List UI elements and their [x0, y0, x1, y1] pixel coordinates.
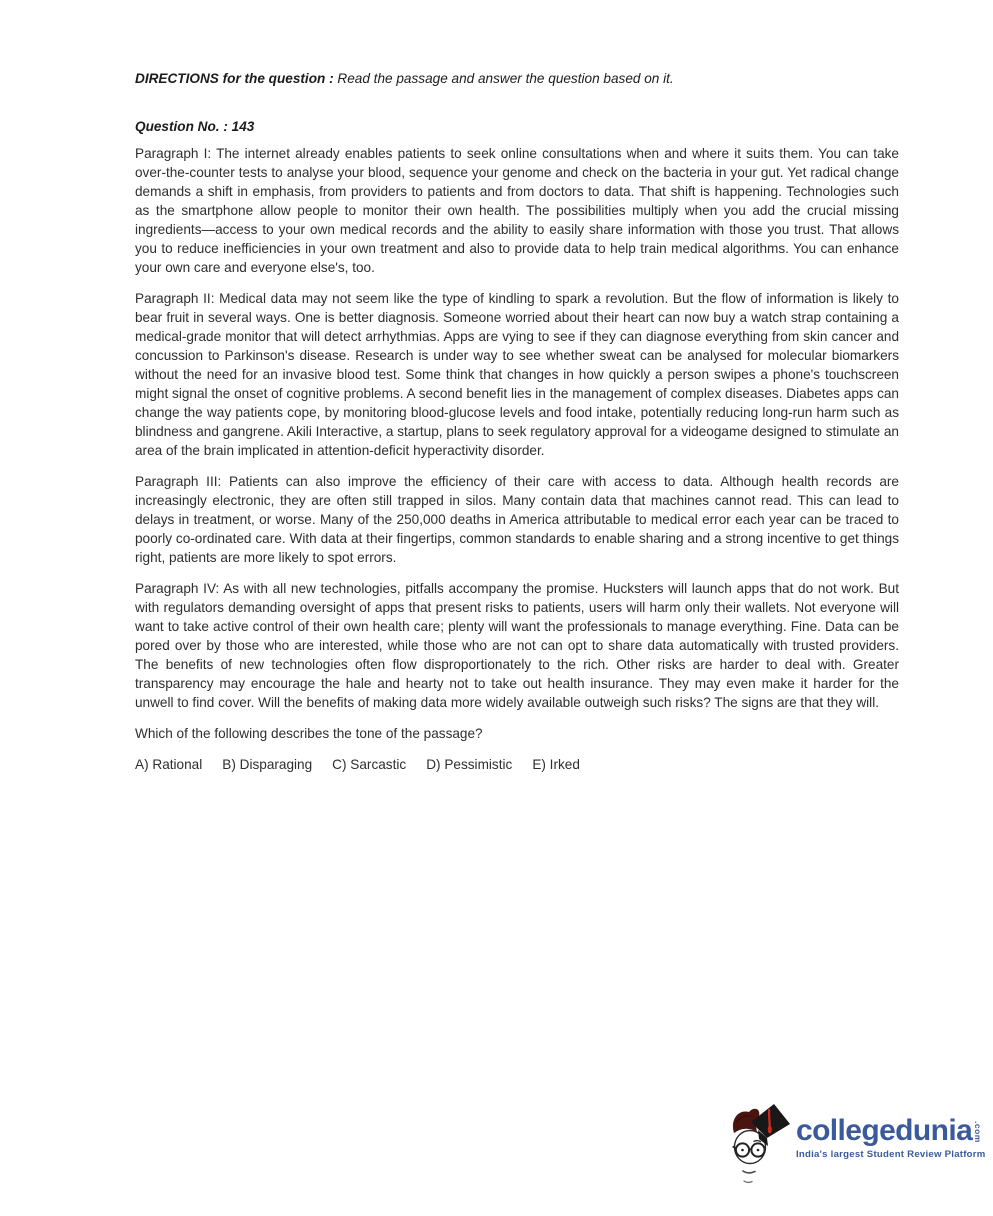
question-page-content [135, 69, 899, 774]
option-d: D) Pessimistic [426, 757, 513, 772]
logo-domain-text: .com [973, 1121, 984, 1143]
option-a: A) Rational [135, 757, 203, 772]
collegedunia-logo [731, 1103, 986, 1185]
passage-paragraph-2: Paragraph II: Medical data may not seem like the type of kindling to spark a revolution. But the flow of information is likely to bear fruit in several ways. One is better diagnosis. Someone worried about their heart can now buy a watch strap containing a medical-grade monitor that will detect arrhythmias. Apps are vying to see if they can diagnose everything from skin cancer and concussion to Parkinson's disease. Research is under way to see whether sweat can be analysed for molecular biomarkers without the need for an invasive blood test. Some think that changes in how quickly a person swipes a phone's touchscreen might signal the onset of cognitive problems. A second benefit lies in the management of complex diseases. Diabetes apps can change the way patients cope, by monitoring blood-glucose levels and food intake, potentially reducing long-run harm such as blindness and gangrene. Akili Interactive, a startup, plans to seek regulatory approval for a videogame designed to stimulate an area of the brain implicated in attention-deficit hyperactivity disorder. [135, 291, 899, 458]
option-e: E) Irked [532, 757, 580, 772]
logo-brand-text: collegedunia [796, 1114, 973, 1147]
passage-paragraph-4: Paragraph IV: As with all new technologies, pitfalls accompany the promise. Hucksters will launch apps that do not work. But with regulators demanding oversight of apps that present risks to patients, users will harm only their wallets. Not everyone will want to take active control of their own health care; plenty will want the professionals to manage everything. Fine. Data can be pored over by those who are interested, while those who are not can opt to share data automatically with trusted providers. The benefits of new technologies often flow disproportionately to the rich. Other risks are harder to deal with. Greater transparency may encourage the hale and hearty not to take out health insurance. They may even make it harder for the unwell to find cover. Will the benefits of making data more widely available outweigh such risks? The signs are that they will. [135, 581, 899, 710]
logo-tagline: India's largest Student Review Platform [796, 1149, 986, 1160]
directions-text: Read the passage and answer the question based on it. [337, 71, 674, 86]
directions [135, 69, 899, 88]
passage-paragraph-3: Paragraph III: Patients can also improve the efficiency of their care with access to data. Although health records are increasingly electronic, they are often still trapped in silos. Many contain data that machines cannot read. This can lead to delays in treatment, or worse. Many of the 250,000 deaths in America attributable to medical error each year can be traced to poorly co-ordinated care. With data at their fingertips, common standards to enable sharing and a strong incentive to get things right, patients are more likely to spot errors. [135, 474, 899, 565]
option-b: B) Disparaging [222, 757, 313, 772]
option-c: C) Sarcastic [332, 757, 407, 772]
question-text: Which of the following describes the tone of the passage? [135, 726, 483, 741]
question-number: Question No. : 143 [135, 119, 255, 134]
directions-label: DIRECTIONS for the question : [135, 71, 334, 86]
collegedunia-logo-text [796, 1116, 986, 1160]
collegedunia-mascot-icon [731, 1103, 791, 1185]
answer-options [135, 755, 899, 774]
passage-paragraph-1: Paragraph I: The internet already enables patients to seek online consultations when and where it suits them. You can take over-the-counter tests to analyse your blood, sequence your genome and check on the bacteria in your gut. Yet radical change demands a shift in emphasis, from providers to patients and from doctors to data. That shift is happening. Technologies such as the smartphone allow people to monitor their own health. The possibilities multiply when you add the crucial missing ingredients—access to your own medical records and the ability to easily share information with those you trust. That allows you to reduce inefficiencies in your own treatment and also to provide data to help train medical algorithms. You can enhance your own care and everyone else's, too. [135, 146, 899, 275]
